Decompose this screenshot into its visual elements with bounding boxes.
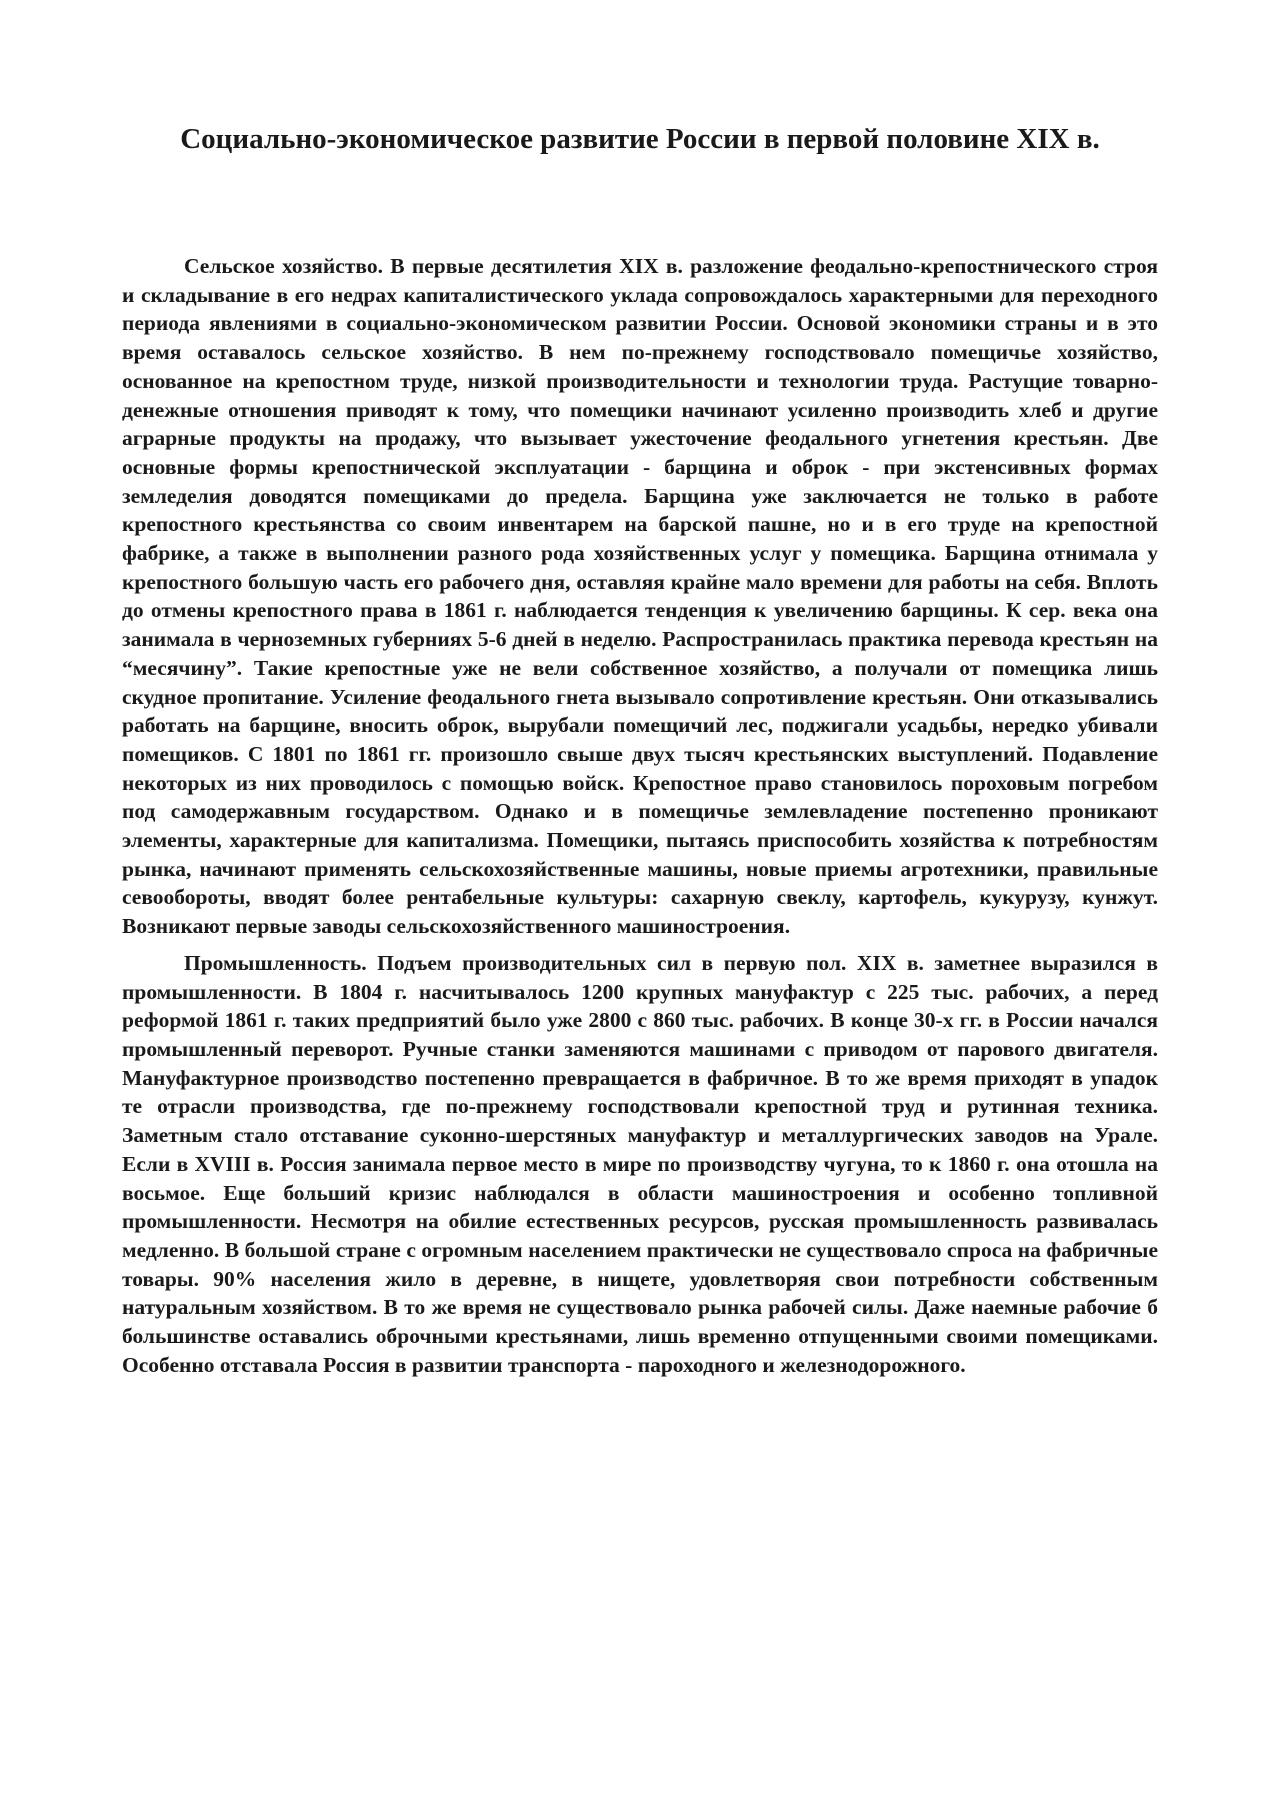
page-title: Социально-экономическое развитие России в первой половине XIX в. [180, 123, 1100, 155]
document-body [122, 252, 1158, 1387]
paragraph-agriculture: Сельское хозяйство. В первые десятилетия XIX в. разложение феодально-крепостнического строя и складывание в его недрах капиталистического уклада сопровождалось характерными для переходного периода явлениями в социально-экономическом развитии России. Основой экономики страны и в это время оставалось сельское хозяйство. В нем по-прежнему господствовало помещичье хозяйство, основанное на крепостном труде, низкой производительности и технологии труда. Растущие товарно-денежные отношения приводят к тому, что помещики начинают усиленно производить хлеб и другие аграрные продукты на продажу, что вызывает ужесточение феодального угнетения крестьян. Две основные формы крепостнической эксплуатации - барщина и оброк - при экстенсивных формах земледелия доводятся помещиками до предела. Барщина уже заключается не только в работе крепостного крестьянства со своим инвентарем на барской пашне, но и в его труде на крепостной фабрике, а также в выполнении разного рода хозяйственных услуг у помещика. Барщина отнимала у крепостного большую часть его рабочего дня, оставляя крайне мало времени для работы на себя. Вплоть до отмены крепостного права в 1861 г. наблюдается тенденция к увеличению барщины. К сер. века она занимала в черноземных губерниях 5-6 дней в неделю. Распространилась практика перевода крестьян на “месячину”. Такие крепостные уже не вели собственное хозяйство, а получали от помещика лишь скудное пропитание. Усиление феодального гнета вызывало сопротивление крестьян. Они отказывались работать на барщине, вносить оброк, вырубали помещичий лес, поджигали усадьбы, нередко убивали помещиков. С 1801 по 1861 гг. произошло свыше двух тысяч крестьянских выступлений. Подавление некоторых из них проводилось с помощью войск. Крепостное право становилось пороховым погребом под самодержавным государством. Однако и в помещичье землевладение постепенно проникают элементы, характерные для капитализма. Помещики, пытаясь приспособить хозяйства к потребностям рынка, начинают применять сельскохозяйственные машины, новые приемы агротехники, правильные севообороты, вводят более рентабельные культуры: сахарную свеклу, картофель, кукурузу, кунжут. Возникают первые заводы сельскохозяйственного машиностроения. [122, 254, 1158, 939]
paragraph-industry: Промышленность. Подъем производительных сил в первую пол. XIX в. заметнее выразился в промышленности. В 1804 г. насчитывалось 1200 крупных мануфактур с 225 тыс. рабочих, а перед реформой 1861 г. таких предприятий было уже 2800 с 860 тыс. рабочих. В конце 30-х гг. в России начался промышленный переворот. Ручные станки заменяются машинами с приводом от парового двигателя. Мануфактурное производство постепенно превращается в фабричное. В то же время приходят в упадок те отрасли производства, где по-прежнему господствовали крепостной труд и рутинная техника. Заметным стало отставание суконно-шерстяных мануфактур и металлургических заводов на Урале. Если в XVIII в. Россия занимала первое место в мире по производству чугуна, то к 1860 г. она отошла на восьмое. Еще больший кризис наблюдался в области машиностроения и особенно топливной промышленности. Несмотря на обилие естественных ресурсов, русская промышленность развивалась медленно. В большой стране с огромным населением практически не существовало спроса на фабричные товары. 90% населения жило в деревне, в нищете, удовлетворяя свои потребности собственным натуральным хозяйством. В то же время не существовало рынка рабочей силы. Даже наемные рабочие б большинстве оставались оброчными крестьянами, лишь временно отпущенными своими помещиками. Особенно отставала Россия в развитии транспорта - пароходного и железнодорожного. [122, 950, 1158, 1377]
